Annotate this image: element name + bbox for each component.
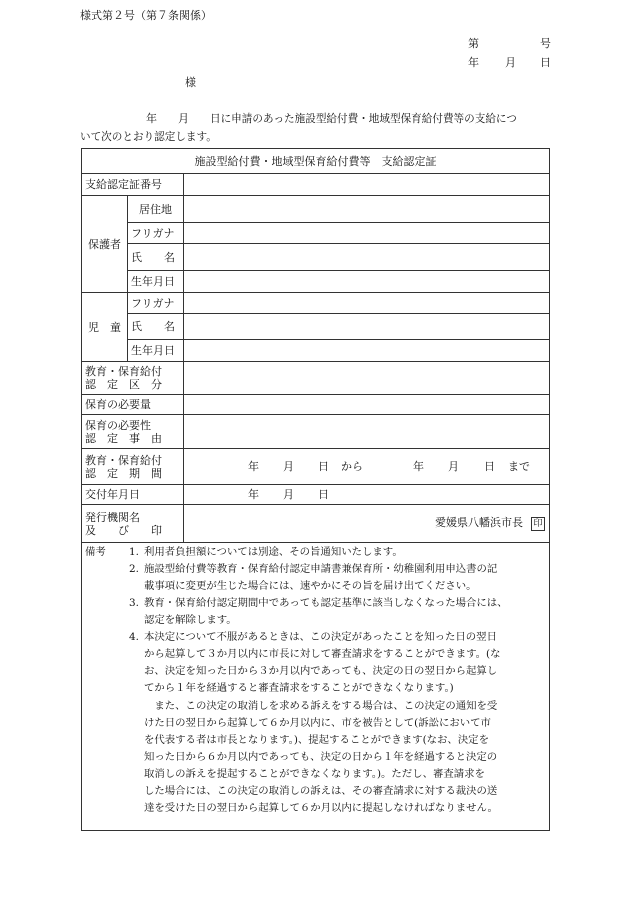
child-birthdate-field[interactable] (184, 340, 550, 362)
cert-number-label: 支給認定証番号 (82, 174, 184, 196)
intro-year: 年 (146, 112, 157, 125)
date-year: 年 (468, 56, 479, 69)
period-field[interactable] (184, 449, 550, 485)
notes-section (82, 543, 550, 831)
guardian-label: 保護者 (82, 196, 128, 293)
certificate-table (81, 148, 550, 831)
child-label: 児 童 (82, 293, 128, 362)
period-label-line2: 認 定 期 間 (85, 466, 162, 480)
period-day-1: 日 (318, 460, 329, 473)
period-year-2: 年 (413, 460, 424, 473)
care-reason-label-line1: 保育の必要性 (85, 418, 151, 432)
care-amount-field[interactable] (184, 395, 550, 415)
issuer-label (82, 505, 184, 543)
date-day: 日 (540, 56, 551, 69)
note-line: から起算して３か月以内に市長に対して審査請求をすることができます。(な (144, 648, 501, 660)
guardian-name-label: 氏 名 (128, 244, 184, 271)
care-reason-label-line2: 認 定 事 由 (85, 431, 162, 445)
guardian-birthdate-field[interactable] (184, 271, 550, 293)
care-reason-field[interactable] (184, 415, 550, 449)
education-category-label-line1: 教育・保育給付 (85, 365, 162, 378)
guardian-furigana-field[interactable] (184, 223, 550, 244)
seal-mark: 印 (531, 517, 545, 531)
note-line: 施設型給付費等教育・保育給付認定申請書兼保育所・幼稚園利用申込書の記 (144, 563, 498, 575)
care-reason-label (82, 415, 184, 449)
note-number-4: 4. (129, 631, 139, 643)
addressee-sama: 様 (185, 76, 196, 89)
issue-day: 日 (318, 488, 329, 501)
issue-year: 年 (248, 488, 259, 501)
issue-date-label: 交付年月日 (82, 485, 184, 505)
note-line: 教育・保育給付認定期間中であっても認定基準に該当しなくなった場合には、 (144, 597, 508, 609)
period-label (82, 449, 184, 485)
note-line: 達を受けた日の翌日から起算して６か月以内に提起しなければなりません。 (144, 802, 498, 814)
child-name-label: 氏 名 (128, 314, 184, 340)
note-line: 認定を解除します。 (144, 614, 237, 626)
education-category-label-line2: 認 定 区 分 (85, 378, 162, 391)
issuer-field (184, 505, 550, 543)
note-line: てから１年を経過すると審査請求をすることができなくなります。) (144, 682, 454, 694)
guardian-name-field[interactable] (184, 244, 550, 271)
note-line: けた日の翌日から起算して６か月以内に、市を被告として(訴訟において市 (144, 717, 491, 729)
period-label-line1: 教育・保育給付 (85, 453, 162, 467)
period-month-1: 月 (283, 460, 294, 473)
date-month: 月 (505, 56, 516, 69)
doc-number-dai: 第 (468, 37, 479, 50)
issue-date-field[interactable] (184, 485, 550, 505)
doc-number-gou: 号 (540, 37, 551, 50)
guardian-furigana-label: フリガナ (128, 223, 184, 244)
period-made: まで (508, 460, 530, 473)
intro-line2: いて次のとおり認定します。 (80, 131, 217, 143)
note-line: お、決定を知った日から３か月以内であっても、決定の日の翌日から起算し (144, 665, 498, 677)
guardian-address-label: 居住地 (128, 196, 184, 223)
note-line: 載事項に変更が生じた場合には、速やかにその旨を届け出てください。 (144, 580, 477, 592)
intro-line1: 日に申請のあった施設型給付費・地域型保育給付費等の支給につ (210, 113, 517, 125)
form-number: 様式第２号（第７条関係） (80, 9, 212, 22)
education-category-label (82, 362, 184, 395)
child-furigana-field[interactable] (184, 293, 550, 314)
period-day-2: 日 (484, 460, 495, 473)
period-year-1: 年 (248, 460, 259, 473)
education-category-field[interactable] (184, 362, 550, 395)
period-month-2: 月 (448, 460, 459, 473)
note-number-2: 2. (129, 563, 139, 575)
note-line: 利用者負担額については別途、その旨通知いたします。 (144, 546, 403, 558)
guardian-address-field[interactable] (184, 196, 550, 223)
issuer-name: 愛媛県八幡浜市長 (435, 516, 523, 529)
note-line: 本決定について不服があるときは、この決定があったことを知った日の翌日 (144, 631, 497, 643)
intro-month: 月 (178, 112, 189, 125)
period-kara: から (341, 460, 363, 473)
notes-label: 備考 (85, 546, 106, 558)
issuer-label-line2: 及 び 印 (85, 523, 162, 537)
cert-number-field[interactable] (184, 174, 550, 196)
child-furigana-label: フリガナ (128, 293, 184, 314)
care-amount-label: 保育の必要量 (82, 395, 184, 415)
note-line: した場合には、この決定の取消しの訴えは、その審査請求に対する裁決の送 (144, 785, 498, 797)
note-line: 知った日から６か月以内であっても、決定の日から１年を経過すると決定の (144, 751, 498, 763)
child-birthdate-label: 生年月日 (128, 340, 184, 362)
note-line: 取消しの訴えを提起することができなくなります。)。ただし、審査請求を (144, 768, 485, 780)
note-line: を代表する者は市長となります。)、提起することができます(なお、決定を (144, 734, 489, 746)
table-title: 施設型給付費・地域型保育給付費等 支給認定証 (82, 149, 550, 174)
issuer-label-line1: 発行機関名 (85, 510, 140, 524)
guardian-birthdate-label: 生年月日 (128, 271, 184, 293)
note-line: また、この決定の取消しを求める訴えをする場合は、この決定の通知を受 (144, 700, 498, 712)
child-name-field[interactable] (184, 314, 550, 340)
note-number-3: 3. (129, 597, 139, 609)
issue-month: 月 (283, 488, 294, 501)
note-number-1: 1. (129, 546, 139, 558)
